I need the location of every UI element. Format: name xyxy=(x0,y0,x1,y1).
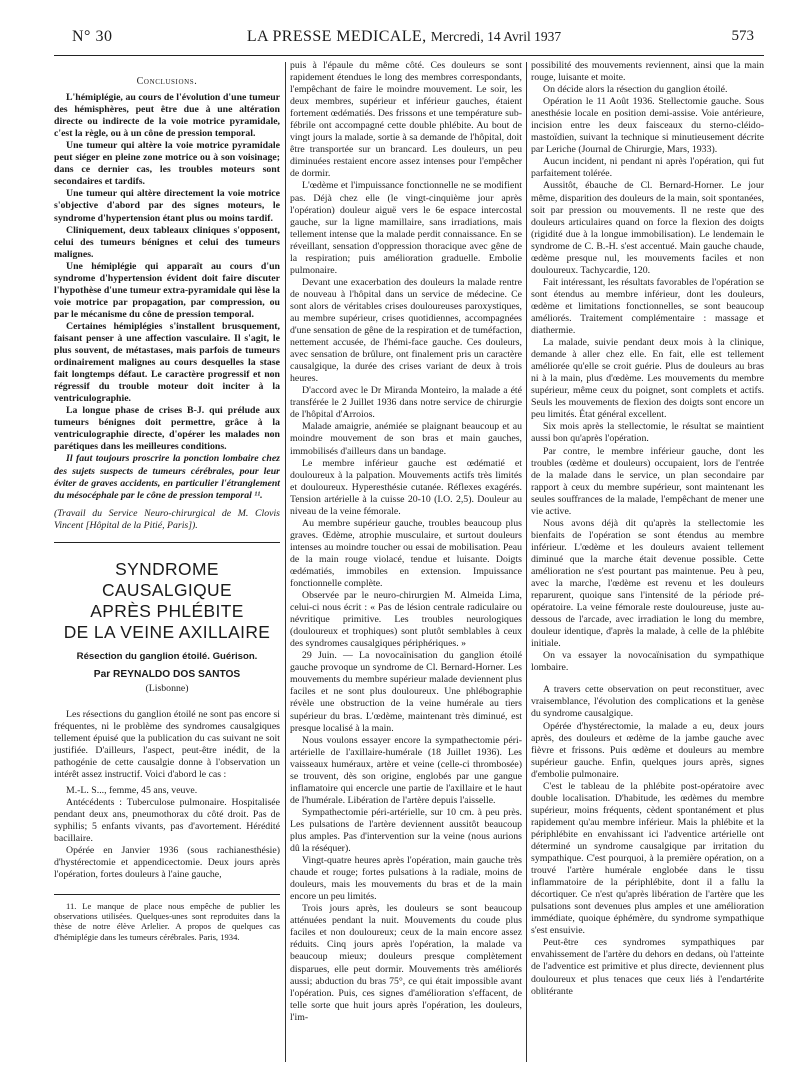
body-paragraph: possibilité des mouvements reviennent, ainsi que la main rouge, luisante et moite. xyxy=(531,60,764,84)
journal-masthead xyxy=(54,28,754,46)
article-signature: (Travail du Service Neuro-chirurgical de M. Clovis Vincent [Hôpital de la Pitié, Paris]). xyxy=(54,507,280,531)
conclusions-heading: Conclusions. xyxy=(136,76,198,87)
body-paragraph: L'œdème et l'impuissance fonctionnelle ne se modifient pas. Déjà chez elle (le vingt-cinquième jour après l'opération) douleur aiguë vers le 6e espace intercostal gauche, sur la ligne mamillaire, sans irradiations, mais tellement intense que la malade perdit connaissance. En se réveillant, sensation d'oppression thoracique avec gêne de la respiration; puis amélioration graduelle. Embolie pulmonaire. xyxy=(290,180,522,276)
footnote: 11. Le manque de place nous empêche de publier les observations utilisées. Quelques-unes sont reproduites dans la thèse de notre élève Arlelier. A propos de quelques cas d'hémiplégie dans les tumeurs cérébrales. Paris, 1934. xyxy=(54,900,280,942)
body-paragraph: D'accord avec le Dr Miranda Monteiro, la malade a été transférée le 2 Juillet 1936 dans notre service de chirurgie de l'hôpital d'Arroios. xyxy=(290,385,522,421)
body-paragraph: Fait intéressant, les résultats favorables de l'opération se sont étendus au membre inférieur, dont les douleurs, œdème et limitations fonctionnelles, se sont beaucoup améliorés. Traitement complémentaire : massage et diathermie. xyxy=(531,276,764,337)
footnote-rule xyxy=(54,894,280,895)
conclusion-paragraph: L'hémiplégie, au cours de l'évolution d'une tumeur des hémisphères, peut être due à une altération directe ou indirecte de la voie motrice pyramidale, c'est la règle, ou à un cône de pression temporal. xyxy=(54,92,280,140)
column-divider-right xyxy=(526,62,527,1062)
body-paragraph: Peut-être ces syndromes sympathiques par envahissement de l'artère du dehors en dedans, où l'atteinte de l'adventice est primitive et plus directe, deviennent plus douloureux et plus tenaces que ceux liés à l'endartérite oblitérante xyxy=(531,937,764,997)
body-paragraph: On va essayer la novocaïnisation du sympathique lombaire. xyxy=(531,650,764,674)
page-number: 573 xyxy=(731,28,754,44)
body-paragraph: 29 Juin. — La novocaïnisation du ganglion étoilé gauche provoque un syndrome de Cl. Bernard-Horner. Les mouvements du membre supérieur malade deviennent plus faciles et ne sont plus douloureux. Une phlébographie révèle une obstruction de la veine humérale au tiers supérieur du bras. L'œdème, maintenant très diminué, est presque localisé à la main. xyxy=(290,650,522,734)
article-title-line-1: SYNDROME CAUSALGIQUE xyxy=(101,558,233,600)
body-paragraph: Devant une exacerbation des douleurs la malade rentre de nouveau à l'hôpital dans un service de médecine. Ce sont alors de véritables crises douloureuses paroxystiques, au membre supérieur, crises quotidiennes, accompagnées d'une sensation de gêne de la respiration et de tuméfaction, nettement accusée, de l'hémi-face gauche. Ces douleurs, avec sensation de brûlure, ont finalement pris un caractère causalgique, la durée des crises variant de deux à trois heures. xyxy=(290,276,522,385)
article-title-line-2: APRÈS PHLÉBITE xyxy=(90,600,244,621)
body-paragraph: M.-L. S..., femme, 45 ans, veuve. xyxy=(66,785,198,797)
body-paragraph: Sympathectomie péri-artérielle, sur 10 cm. à peu près. Les pulsations de l'artère deviennent aussitôt beaucoup plus amples. Pas d'intervention sur la veine (nous aurions dû la réséquer). xyxy=(290,806,522,855)
page-header xyxy=(54,24,754,56)
conclusion-italic-paragraph: Il faut toujours proscrire la ponction lombaire chez des sujets suspects de tumeurs cérébrales, pour leur éviter de graves accidents, en particulier l'étranglement du mésocéphale par le cône de pression temporal ¹¹. xyxy=(54,453,280,501)
body-paragraph: On décide alors la résection du ganglion étoilé. xyxy=(543,84,728,96)
article-separator xyxy=(54,542,280,543)
column-3 xyxy=(531,60,764,998)
body-paragraph: Au membre supérieur gauche, troubles beaucoup plus graves. Œdème, atrophie musculaire, et surtout douleurs intenses au moindre toucher ou essai de mobilisation. Peau de la main rouge violacé, tendue et luisante. Doigts œdématiés, immobiles en extension. Impuissance fonctionnelle complète. xyxy=(290,517,522,590)
body-paragraph: Observée par le neuro-chirurgien M. Almeida Lima, celui-ci nous écrit : « Pas de lésion centrale radiculaire ou névritique primitive. Les troubles neurologiques (douloureux et trophiques) sont plutôt semblables à ceux des syndromes causalgiques périphériques. » xyxy=(290,590,522,650)
conclusion-paragraph: Une tumeur qui altère directement la voie motrice s'objective d'abord par des signes moteurs, le syndrome d'hypertension étant plus ou moins tardif. xyxy=(54,188,280,224)
body-paragraph: Les résections du ganglion étoilé ne sont pas encore si fréquentes, ni le problème des syndromes causalgiques tellement épuisé que la publication du cas suivant ne soit justifiée. D'ailleurs, l'aspect, peut-être inédit, de la pathogénie de cette causalgie donne à l'observation un intérêt assez instructif. Voici d'abord le cas : xyxy=(54,708,280,781)
journal-name: LA PRESSE MEDICALE, xyxy=(246,28,427,45)
conclusion-paragraph: Certaines hémiplégies s'installent brusquement, faisant penser à une affection vasculaire. Il s'agit, le plus souvent, de métastases, mais parfois de tumeurs ordinairement malignes au cours desquelles la stase fait longtemps défaut. Le caractère progressif et non régressif du trouble moteur doit inciter à la ventriculographie. xyxy=(54,320,280,405)
body-paragraph: Par contre, le membre inférieur gauche, dont les troubles (œdème et douleurs) occupaient, lors de l'entrée de la malade dans le service, un plan secondaire par rapport à ceux du membre supérieur, sont maintenant les seules souffrances de la malade, l'empêchant de mener une vie active. xyxy=(531,445,764,517)
article-author: Par REYNALDO DOS SANTOS xyxy=(93,668,241,680)
body-paragraph: C'est le tableau de la phlébite post-opératoire avec double localisation. D'habitude, les œdèmes du membre supérieur, moins fréquents, cèdent spontanément et plus rapidement qu'au membre inférieur. Mais la phlébite et la périphlébite en envahissant ici l'adventice artérielle ont déterminé un syndrome causalgique par irritation du sympathique. C'est pourquoi, à la première opération, on a trouvé l'artère humérale englobée dans le tissu inflammatoire de la périphlébite, dont il a fallu la décortiquer. Ce n'est qu'après libération de l'artère que les pulsations sont devenues plus amples et une amélioration immédiate, quoique éphémère, du syndrome sympathique s'est ensuivie. xyxy=(531,780,764,937)
body-paragraph: Trois jours après, les douleurs se sont beaucoup atténuées pendant la nuit. Mouvements du coude plus faciles et non douloureux; ceux de la main encore assez réduits. Cinq jours après l'opération, la malade va beaucoup mieux; douleurs presque complètement disparues, elle peut dormir. Mouvements très améliorés aussi; abduction du bras 75°, ce qui était impossible avant l'opération. Puis, ces signes d'amélioration s'effacent, de telle sorte que huit jours après l'opération, les douleurs, l'im- xyxy=(290,903,522,1023)
author-location: (Lisbonne) xyxy=(145,682,189,694)
article-title-line-3: DE LA VEINE AXILLAIRE xyxy=(63,621,271,642)
body-paragraph: Vingt-quatre heures après l'opération, main gauche très chaude et rouge; fortes pulsations à la radiale, moins de douleurs, mais les mouvements du bras et de la main encore un peu limités. xyxy=(290,855,522,903)
conclusion-paragraph: Une tumeur qui altère la voie motrice pyramidale peut siéger en pleine zone motrice ou à son voisinage; dans ce dernier cas, les troubles moteurs sont secondaires et tardifs. xyxy=(54,140,280,188)
body-paragraph: puis à l'épaule du même côté. Ces douleurs se sont rapidement étendues le long des membres correspondants, l'empêchant de faire le moindre mouvement. Le soir, les deux membres, supérieur et inférieur gauches, étaient fortement œdématiés. Des frissons et une température sub-fébrile ont accompagné cette double phlébite. Au bout de vingt jours la malade, sortie à sa demande de l'hôpital, doit être transportée sur un brancard. Les douleurs, un peu diminuées restaient encore assez intenses pour l'empêcher de dormir. xyxy=(290,60,522,180)
conclusion-paragraph: La longue phase de crises B-J. qui prélude aux tumeurs bénignes doit permettre, grâce à la ventriculographie directe, d'opérer les malades non parétiques dans les meilleures conditions. xyxy=(54,405,280,453)
body-paragraph: Opérée en Janvier 1936 (sous rachianesthésie) d'hystérectomie et appendicectomie. Deux jours après l'opération, fortes douleurs à l'aine gauche, xyxy=(54,845,280,881)
conclusions-list xyxy=(54,92,280,502)
body-paragraph: Nous avons déjà dit qu'après la stellectomie les bienfaits de l'opération se sont étendus au membre inférieur. L'œdème et les douleurs avaient tellement diminué que la marche était devenue possible. Cette amélioration ne s'est pourtant pas maintenue. Peu à peu, avec la marche, l'œdème est revenu et les douleurs reparurent, quoique sans l'intensité de la période pré-opératoire. La veine fémorale reste douloureuse, juste au-dessous de l'arcade, avec irradiation le long du membre, douleur identique, d'après la malade, à celle de la phlébite initiale. xyxy=(531,517,764,650)
body-paragraph: Six mois après la stellectomie, le résultat se maintient aussi bon qu'après l'opération. xyxy=(531,421,764,445)
issue-date: Mercredi, 14 Avril 1937 xyxy=(430,29,562,44)
body-paragraph: La malade, suivie pendant deux mois à la clinique, demande à aller chez elle. En fait, elle est tellement améliorée qu'elle se croit guérie. Plus de douleurs au bras ni à la main, plus d'œdème. Les mouvements du membre supérieur, même ceux du poignet, sont complets et actifs. Seuls les mouvements de flexion des doigts sont encore un peu limités. État général excellent. xyxy=(531,337,764,421)
body-paragraph: Malade amaigrie, anémiée se plaignant beaucoup et au moindre mouvement de son bras et main gauches, immobilisés d'ailleurs dans un bandage. xyxy=(290,421,522,457)
issue-number: N° 30 xyxy=(72,28,113,45)
body-paragraph: Antécédents : Tuberculose pulmonaire. Hospitalisée pendant deux ans, pneumothorax du côté droit. Pas de syphilis; 5 enfants vivants, pas d'avortement. Hérédité bacillaire. xyxy=(54,797,280,845)
body-paragraph: A travers cette observation on peut reconstituer, avec vraisemblance, l'évolution des complications et la genèse du syndrome causalgique. xyxy=(531,684,764,720)
body-paragraph: Opération le 11 Août 1936. Stellectomie gauche. Sous anesthésie locale en position demi-assise. Voie antérieure, incision entre les deux faisceaux du sterno-cléido-mastoïdien, suivant la technique si minutieusement décrite par Leriche (Journal de Chirurgie, Mars, 1933). xyxy=(531,96,764,156)
conclusion-paragraph: Une hémiplégie qui apparaît au cours d'un syndrome d'hypertension évident doit faire discuter l'hypothèse d'une tumeur extra-pyramidale qui lèse la voie motrice par propagation, par compression, ou par le mécanisme du cône de pression temporal. xyxy=(54,260,280,320)
article-subtitle: Résection du ganglion étoilé. Guérison. xyxy=(76,650,258,662)
header-rule xyxy=(54,55,764,56)
column-1 xyxy=(54,60,280,942)
conclusion-paragraph: Cliniquement, deux tableaux cliniques s'opposent, celui des tumeurs bénignes et celui des tumeurs malignes. xyxy=(54,224,280,260)
section-gap xyxy=(531,674,764,684)
body-paragraph: Le membre inférieur gauche est œdématié et douloureux à la palpation. Mouvements actifs très limités et douloureux. Hyperesthésie cutanée. Réflexes exagérés. Tension artérielle à la cuisse 20-10 (I.O. 2,5). Douleur au niveau de la veine fémorale. xyxy=(290,457,522,517)
column-2 xyxy=(290,60,522,1024)
body-paragraph: Nous voulons essayer encore la sympathectomie péri-artérielle de l'axillaire-humérale (18 Juillet 1936). Les vaisseaux huméraux, artère et veine (celle-ci thrombosée) se trouvent, dès son origine, englobés par une gangue inflamatoire qui encercle une partie de l'axillaire et le haut de l'humérale. Libération de l'artère depuis l'aisselle. xyxy=(290,734,522,806)
body-paragraph: Aussitôt, ébauche de Cl. Bernard-Horner. Le jour même, disparition des douleurs de la main, soit spontanées, soit par pression ou mouvements. Il ne reste que des douleurs articulaires quand on force la flexion des doigts (rigidité due à la longue immobilisation). Le lendemain le syndrome de C. B.-H. s'est accentué. Main gauche chaude, œdème presque nul, les mouvements faciles et non douloureux. Tachycardie, 120. xyxy=(531,180,764,276)
body-paragraph: Aucun incident, ni pendant ni après l'opération, qui fut parfaitement tolérée. xyxy=(531,156,764,180)
column-divider-left xyxy=(285,62,286,1062)
body-paragraph: Opérée d'hystérectomie, la malade a eu, deux jours après, des douleurs et œdème de la jambe gauche avec fièvre et frissons. Puis œdème et douleurs au membre supérieur gauche. Enfin, quelques jours après, signes d'embolie pulmonaire. xyxy=(531,720,764,780)
